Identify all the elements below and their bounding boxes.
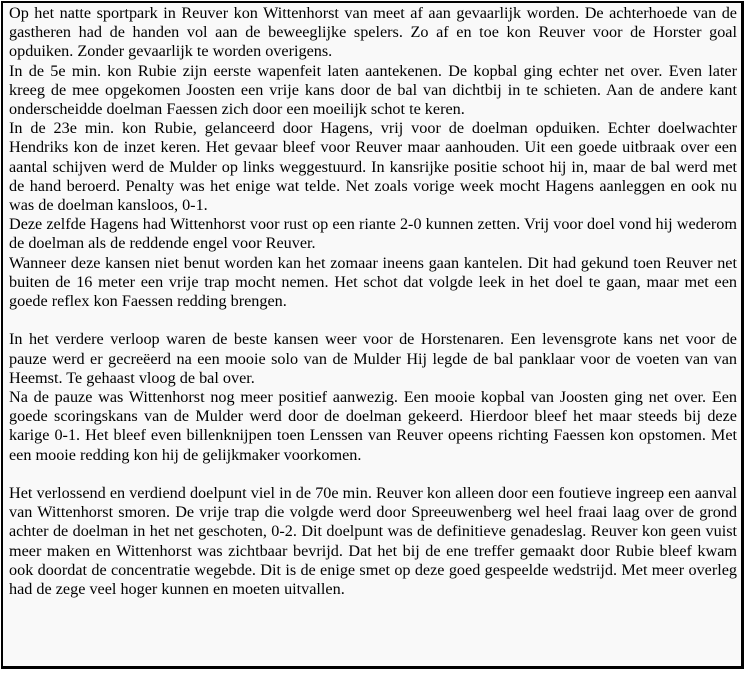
paragraph-after-break: Na de pauze was Wittenhorst nog meer positief aanwezig. Een mooie kopbal van Joosten ging net over. Een goede scoringskans van de Mulder werd door de doelman gekeerd. Hierdoor bleef het maar steeds bij deze karige 0-1. Het bleef even billenknijpen toen Lenssen van Reuver opeens richting Faessen kon opstomen. Met een mooie redding kon hij de gelijkmaker voorkomen. <box>9 388 737 464</box>
paragraph-free-kick: Wanneer deze kansen niet benut worden kan het zomaar ineens gaan kantelen. Dit had gekund toen Reuver net buiten de 16 meter een vrije trap mocht nemen. Het schot dat volgde leek in het doel te gaan, maar met een goede reflex kon Faessen redding brengen. <box>9 253 737 311</box>
paragraph-further-course: In het verdere verloop waren de beste kansen weer voor de Horstenaren. Een levensgrote kans net voor de pauze werd er gecreëerd na een mooie solo van de Mulder Hij legde de bal panklaar voor de voeten van van Heemst. Te gehaast vloog de bal over. <box>9 330 737 387</box>
paragraph-spacer <box>9 311 737 330</box>
paragraph-5th-minute: In de 5e min. kon Rubie zijn eerste wapenfeit laten aantekenen. De kopbal ging echter net over. Even later kreeg de mee opgekomen Joosten een vrije kans door de bal van dichtbij in te schieten. Aan de andere kant onderscheidde doelman Faessen zich door een moeilijk schot te keren. <box>9 61 737 119</box>
paragraph-spacer <box>9 465 737 484</box>
paragraph-23rd-minute: In de 23e min. kon Rubie, gelanceerd door Hagens, vrij voor de doelman opduiken. Echter doelwachter Hendriks kon de inzet keren. Het gevaar bleef voor Reuver maar aanhouden. Uit een goede uitbraak over een aantal schijven werd de Mulder op links weggestuurd. In kansrijke positie schoot hij in, maar de bal werd met de hand beroerd. Penalty was het enige wat telde. Net zoals vorige week mocht Hagens aanleggen en ook nu was de doelman kansloos, 0-1. <box>9 119 737 215</box>
article-frame <box>1 1 744 669</box>
article-body <box>3 3 741 599</box>
paragraph-decisive-goal: Het verlossend en verdiend doelpunt viel in de 70e min. Reuver kon alleen door een foutieve ingreep een aanval van Wittenhorst smoren. De vrije trap die volgde werd door Spreeuwenberg wel heel fraai laag over de grond achter de doelman in het net geschoten, 0-2. Dit doelpunt was de definitieve genadeslag. Reuver kon geen vuist meer maken en Wittenhorst was zichtbaar bevrijd. Dat het bij de ene treffer gemaakt door Rubie bleef kwam ook doordat de concentratie wegebde. Dit is de enige smet op deze goed gespeelde wedstrijd. Met meer overleg had de zege veel hoger kunnen en moeten uitvallen. <box>9 484 737 599</box>
paragraph-hagens-chance: Deze zelfde Hagens had Wittenhorst voor rust op een riante 2-0 kunnen zetten. Vrij voor doel vond hij wederom de doelman als de reddende engel voor Reuver. <box>9 215 737 253</box>
paragraph-opening: Op het natte sportpark in Reuver kon Wittenhorst van meet af aan gevaarlijk worden. De achterhoede van de gastheren had de handen vol aan de beweeglijke spelers. Zo af en toe kon Reuver voor de Horster goal opduiken. Zonder gevaarlijk te worden overigens. <box>9 4 737 61</box>
